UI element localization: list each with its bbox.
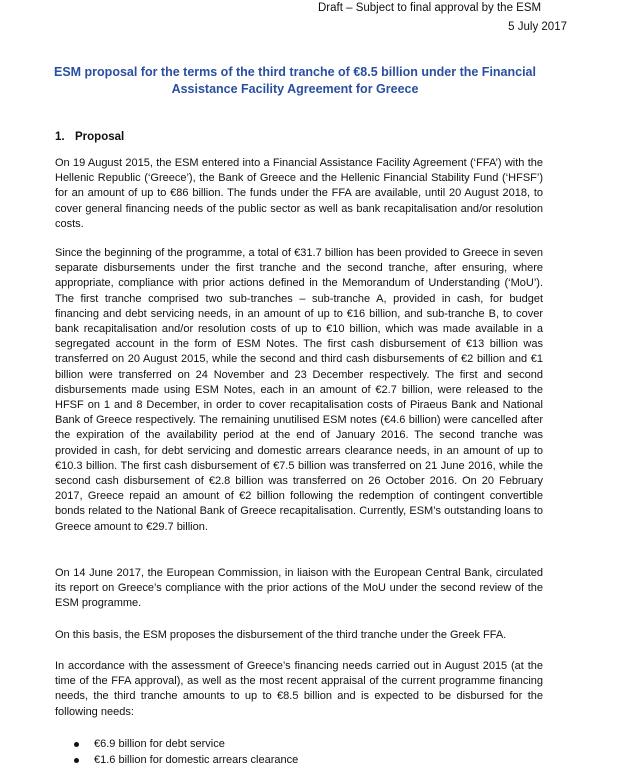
bullet-icon xyxy=(74,758,79,763)
paragraph-commission-report: On 14 June 2017, the European Commission, in liaison with the European Central Bank, circulated its report on Greece’s compliance with the prior actions of the MoU under the second review of the ESM programme. xyxy=(55,567,543,610)
list-item-text: €6.9 billion for debt service xyxy=(94,738,225,750)
document-date: 5 July 2017 xyxy=(508,21,567,33)
section-number: 1. xyxy=(55,131,65,143)
list-item-text: €1.6 billion for domestic arrears clearance xyxy=(94,753,299,766)
section-title: Proposal xyxy=(75,131,125,143)
paragraph-financing-needs: In accordance with the assessment of Greece’s financing needs carried out in August 2015 (at the time of the FFA approval), as well as the most recent appraisal of the current programme financing needs, the third tranche amounts to up to €8.5 billion and is expected to be disbursed for the following needs: xyxy=(55,660,543,718)
list-item xyxy=(72,753,298,769)
title-line-1: ESM proposal for the terms of the third tranche of €8.5 billion under the Financial xyxy=(53,65,536,79)
paragraph-proposal: On this basis, the ESM proposes the disbursement of the third tranche under the Greek FFA. xyxy=(55,629,507,641)
document-title xyxy=(45,64,545,98)
needs-list xyxy=(72,737,298,768)
section-heading xyxy=(55,131,124,143)
bullet-icon xyxy=(74,742,79,747)
title-line-2: Assistance Facility Agreement for Greece xyxy=(171,82,419,96)
paragraph-ffa-agreement: On 19 August 2015, the ESM entered into a Financial Assistance Facility Agreement (‘FFA’) with the Hellenic Republic (‘Greece’), the Bank of Greece and the Hellenic Financial Stability Fund (‘HFSF’) for an amount of up to €86 billion. The funds under the FFA are available, until 20 August 2018, to cover general financing needs of the public sector as well as bank recapitalisation and/or resolution costs. xyxy=(55,157,543,230)
paragraph-programme-history: Since the beginning of the programme, a total of €31.7 billion has been provided to Greece in seven separate disbursements under the first tranche and the second tranche, after ensuring, where appropriate, compliance with prior actions defined in the Memorandum of Understanding (‘MoU’). The first tranche comprised two sub-tranches – sub-tranche A, provided in cash, for budget financing and debt servicing needs, in an amount of up to €16 billion, and sub-tranche B, to cover bank recapitalisation and/or resolution costs of up to €10 billion, which was made available in a segregated account in the form of ESM Notes. The first cash disbursement of €13 billion was transferred on 20 August 2015, while the second and third cash disbursements of €2 billion and €1 billion were transferred on 24 November and 23 December respectively. The first and second disbursements made using ESM Notes, each in an amount of €2.7 billion, were released to the HFSF on 1 and 8 December, in order to cover recapitalisation costs of Piraeus Bank and National Bank of Greece respectively. The remaining unutilised ESM notes (€4.6 billion) were cancelled after the expiration of the availability period at the end of January 2016. The second tranche was provided in cash, for debt servicing and domestic arrears clearance needs, in an amount of up to €10.3 billion. The first cash disbursement of €7.5 billion was transferred on 21 June 2016, while the second cash disbursement of €2.8 billion was transferred on 26 October 2016. On 20 February 2017, Greece repaid an amount of €2 billion following the redemption of contingent convertible bonds related to the National Bank of Greece recapitalisation. Currently, ESM’s outstanding loans to Greece amount to €29.7 billion. xyxy=(55,247,543,533)
list-item xyxy=(72,737,298,753)
draft-note: Draft – Subject to final approval by the ESM xyxy=(318,2,542,14)
